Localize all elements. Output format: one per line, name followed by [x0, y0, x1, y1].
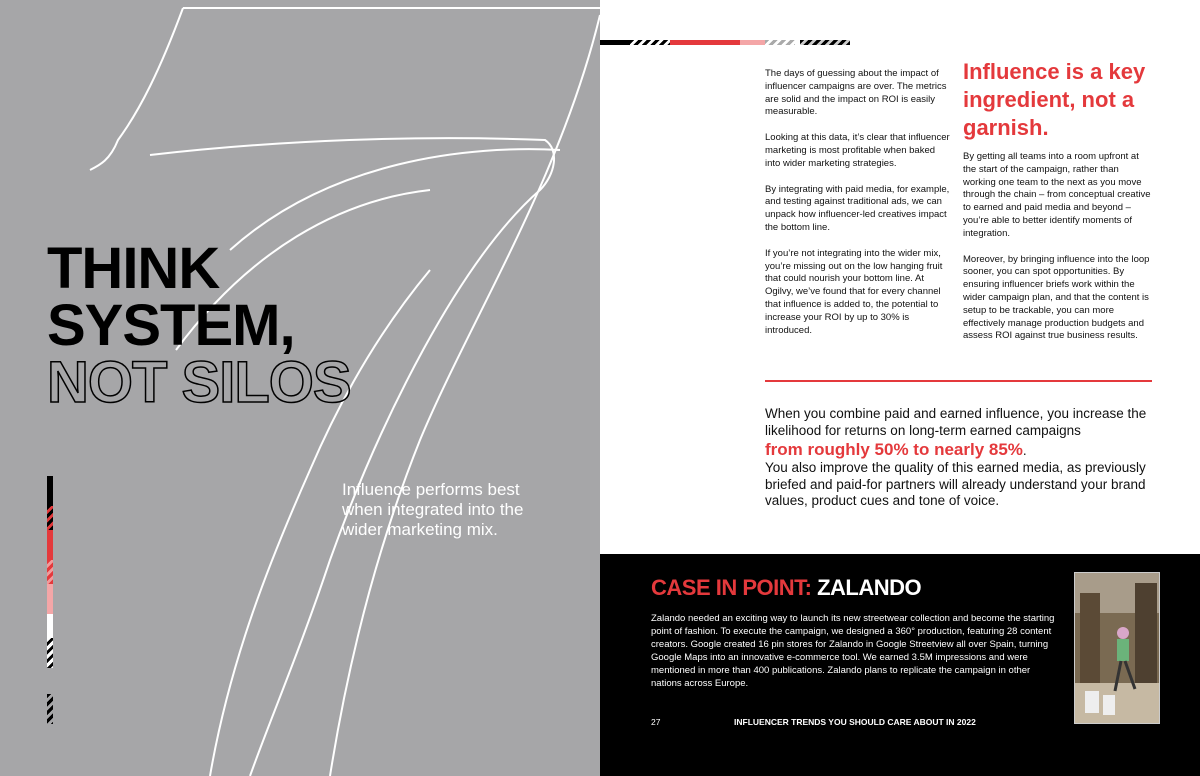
case-body: Zalando needed an exciting way to launch its new streetwear collection and become the starting point of fashion. To execute the campaign, we designed a 360° production, featuring 28 content creators. Google created 16 pin stores for Zalando in Google Streetview all over Spain, turning Google Maps into an innovative e-commerce tool. We earned 3.5M impressions and were mentioned in more than 400 publications. Zalando plans to replicate the campaign in other nations across Europe.: [651, 613, 1055, 689]
divider: [765, 380, 1152, 382]
case-title-brand: ZALANDO: [817, 575, 922, 600]
col1-paragraph: The days of guessing about the impact of influencer campaigns are over. The metrics are solid and the impact on ROI is easily measurable.: [765, 68, 947, 118]
stat-intro: When you combine paid and earned influence, you increase the likelihood for returns on long-term earned campaigns: [765, 406, 1147, 438]
page-number: 27: [651, 717, 661, 727]
stat-period: .: [1022, 443, 1027, 458]
col1-paragraph: If you’re not integrating into the wider mix, you’re missing out on the low hanging fruit that could nourish your bottom line. At Ogilvy, we’ve found that for every channel that influence is added to, the potential to increase your ROI by up to 30% is introduced.: [765, 247, 943, 336]
col1-paragraph: Looking at this data, it’s clear that influencer marketing is most profitable when baked into wider marketing strategies.: [765, 132, 950, 169]
case-title: [651, 575, 921, 601]
case-title-label: CASE IN POINT:: [651, 575, 812, 600]
col2-paragraph: Moreover, by bringing influence into the loop sooner, you can spot opportunities. By ensuring influencer briefs work within the wider campaign plan, and that the content is setup to be trackable, you can more effectively manage production budgets and assess ROI against true business results.: [963, 253, 1150, 342]
right-page: [600, 0, 1200, 776]
headline-line1: THINK: [47, 236, 220, 301]
body-column-2: [963, 151, 1153, 356]
footer-title: INFLUENCER TRENDS YOU SHOULD CARE ABOUT IN 2022: [734, 717, 976, 727]
stat-followup: You also improve the quality of this earned media, as previously briefed and paid-for partners will already understand your brand values, product cues and tone of voice.: [765, 460, 1146, 508]
headline-line3: NOT SILOS: [47, 350, 351, 415]
stat-block: [765, 406, 1155, 510]
pullquote: Influence is a key ingredient, not a garnish.: [963, 59, 1146, 140]
col2-paragraph: By getting all teams into a room upfront at the start of the campaign, rather than working one team to the next as you move through the chain – from conceptual creative to earned and paid media and beyond – you’re able to better identify moments of integration.: [963, 151, 1151, 239]
case-in-point-box: [600, 554, 1200, 776]
body-column-1: [765, 68, 950, 350]
stat-highlight: from roughly 50% to nearly 85%: [765, 440, 1023, 459]
tagline: Influence performs best when integrated into the wider marketing mix.: [342, 480, 524, 539]
headline-line2: SYSTEM,: [47, 293, 295, 358]
photo-street-dancer-icon: [1074, 572, 1160, 724]
headline: [47, 236, 351, 415]
col1-paragraph: By integrating with paid media, for example, and testing against traditional ads, we can unpack how influencer-led creatives impact the bottom line.: [765, 183, 950, 233]
stat-highlight-wrap: [765, 439, 1155, 460]
